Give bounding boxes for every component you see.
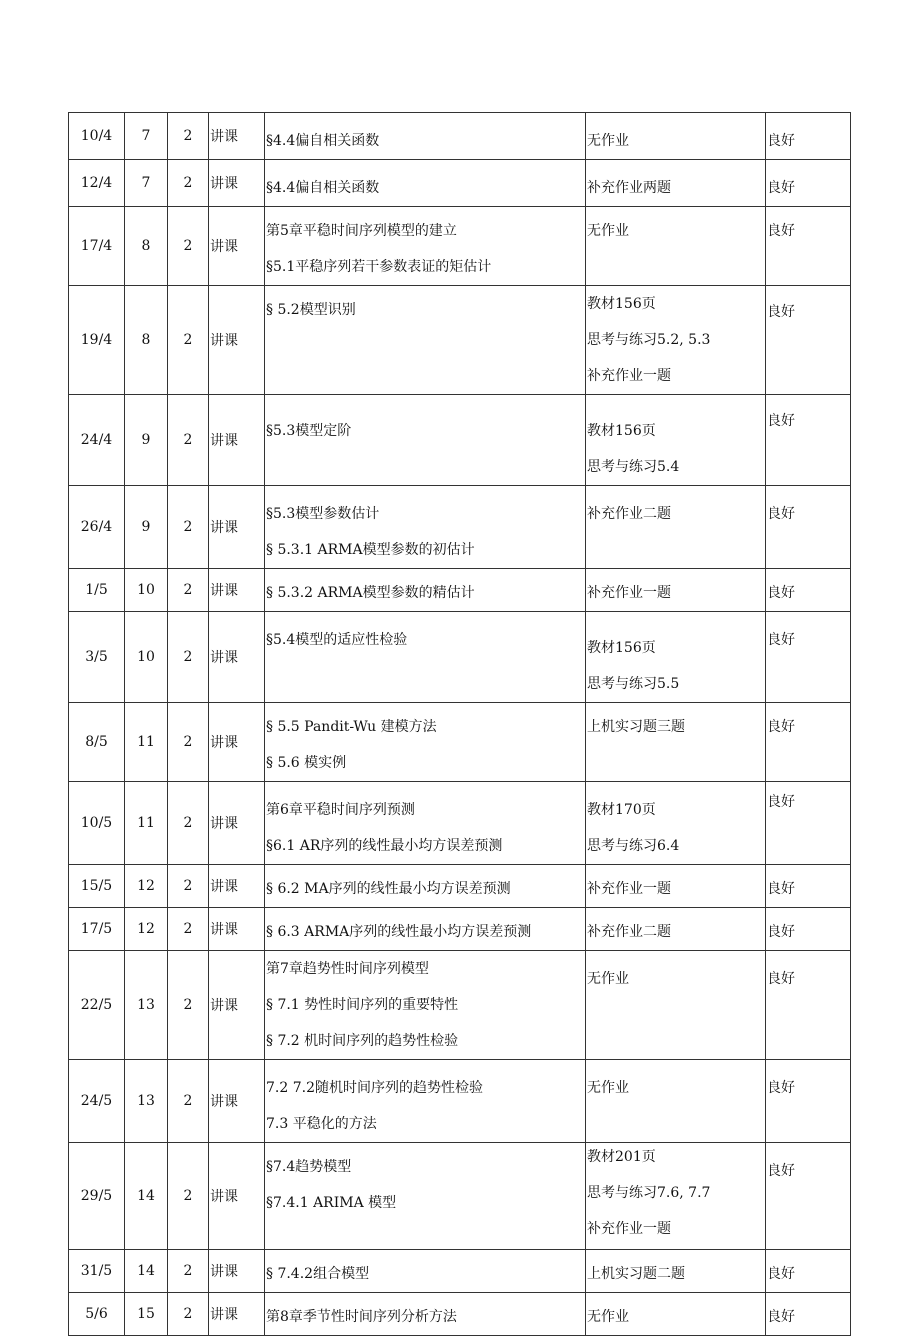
content-cell bbox=[265, 569, 586, 612]
homework-cell bbox=[586, 160, 766, 207]
date-cell: 29/5 bbox=[69, 1143, 125, 1250]
homework-line: 无作业 bbox=[587, 223, 629, 239]
table-row bbox=[69, 1293, 851, 1336]
grade-cell bbox=[766, 113, 851, 160]
content-line: § 5.3.1 ARMA模型参数的初估计 bbox=[266, 542, 475, 558]
hours-cell: 2 bbox=[168, 865, 209, 908]
table-row bbox=[69, 612, 851, 703]
hours-cell: 2 bbox=[168, 951, 209, 1060]
table-row bbox=[69, 1143, 851, 1250]
hours-cell: 2 bbox=[168, 207, 209, 286]
hours-cell: 2 bbox=[168, 1250, 209, 1293]
homework-line: 思考与练习6.4 bbox=[587, 838, 680, 854]
week-cell: 12 bbox=[125, 908, 168, 951]
homework-cell bbox=[586, 486, 766, 569]
content-line: §4.4偏自相关函数 bbox=[266, 180, 380, 196]
hours-cell: 2 bbox=[168, 1293, 209, 1336]
week-cell: 12 bbox=[125, 865, 168, 908]
homework-line: 补充作业二题 bbox=[587, 924, 671, 940]
content-line: 7.3 平稳化的方法 bbox=[266, 1116, 377, 1132]
week-cell: 7 bbox=[125, 113, 168, 160]
content-cell bbox=[265, 113, 586, 160]
grade-cell bbox=[766, 569, 851, 612]
content-line: 7.2 7.2随机时间序列的趋势性检验 bbox=[266, 1080, 483, 1096]
type-cell: 讲课 bbox=[209, 486, 265, 569]
homework-line: 无作业 bbox=[587, 971, 629, 987]
date-cell: 26/4 bbox=[69, 486, 125, 569]
hours-cell: 2 bbox=[168, 1143, 209, 1250]
week-cell: 8 bbox=[125, 207, 168, 286]
date-cell: 19/4 bbox=[69, 286, 125, 395]
grade-cell bbox=[766, 703, 851, 782]
hours-cell: 2 bbox=[168, 703, 209, 782]
grade-cell bbox=[766, 395, 851, 486]
homework-line: 教材156页 bbox=[587, 640, 656, 656]
content-line: § 6.3 ARMA序列的线性最小均方误差预测 bbox=[266, 924, 532, 940]
week-cell: 8 bbox=[125, 286, 168, 395]
table-row bbox=[69, 908, 851, 951]
date-cell: 5/6 bbox=[69, 1293, 125, 1336]
week-cell: 15 bbox=[125, 1293, 168, 1336]
table-row bbox=[69, 160, 851, 207]
type-cell: 讲课 bbox=[209, 395, 265, 486]
content-cell bbox=[265, 703, 586, 782]
date-cell: 17/4 bbox=[69, 207, 125, 286]
type-cell: 讲课 bbox=[209, 782, 265, 865]
homework-line: 无作业 bbox=[587, 1080, 629, 1096]
date-cell: 31/5 bbox=[69, 1250, 125, 1293]
content-line: § 5.6 模实例 bbox=[266, 755, 347, 771]
date-cell: 10/4 bbox=[69, 113, 125, 160]
content-line: §5.4模型的适应性检验 bbox=[266, 632, 408, 648]
week-cell: 10 bbox=[125, 569, 168, 612]
schedule-table bbox=[68, 112, 851, 1336]
homework-cell bbox=[586, 865, 766, 908]
date-cell: 8/5 bbox=[69, 703, 125, 782]
homework-line: 思考与练习5.5 bbox=[587, 676, 680, 692]
content-line: §5.3模型定阶 bbox=[266, 423, 352, 439]
content-cell bbox=[265, 1293, 586, 1336]
type-cell: 讲课 bbox=[209, 865, 265, 908]
homework-cell bbox=[586, 1293, 766, 1336]
homework-cell bbox=[586, 951, 766, 1060]
content-line: 第8章季节性时间序列分析方法 bbox=[266, 1309, 457, 1325]
content-cell bbox=[265, 395, 586, 486]
type-cell: 讲课 bbox=[209, 703, 265, 782]
type-cell: 讲课 bbox=[209, 1293, 265, 1336]
week-cell: 11 bbox=[125, 703, 168, 782]
grade-text: 良好 bbox=[767, 971, 795, 987]
content-line: § 7.1 势性时间序列的重要特性 bbox=[266, 997, 459, 1013]
hours-cell: 2 bbox=[168, 908, 209, 951]
type-cell: 讲课 bbox=[209, 1143, 265, 1250]
homework-line: 教材201页 bbox=[587, 1149, 656, 1165]
grade-cell bbox=[766, 782, 851, 865]
homework-cell bbox=[586, 207, 766, 286]
table-row bbox=[69, 207, 851, 286]
homework-cell bbox=[586, 1143, 766, 1250]
grade-cell bbox=[766, 1250, 851, 1293]
homework-line: 思考与练习5.2, 5.3 bbox=[587, 332, 711, 348]
content-cell bbox=[265, 908, 586, 951]
content-line: §4.4偏自相关函数 bbox=[266, 133, 380, 149]
grade-text: 良好 bbox=[767, 881, 795, 897]
table-row bbox=[69, 865, 851, 908]
homework-line: 上机实习题二题 bbox=[587, 1266, 685, 1282]
grade-text: 良好 bbox=[767, 133, 795, 149]
content-cell bbox=[265, 612, 586, 703]
homework-cell bbox=[586, 286, 766, 395]
week-cell: 14 bbox=[125, 1250, 168, 1293]
homework-cell bbox=[586, 782, 766, 865]
date-cell: 17/5 bbox=[69, 908, 125, 951]
grade-text: 良好 bbox=[767, 413, 795, 429]
grade-text: 良好 bbox=[767, 1309, 795, 1325]
hours-cell: 2 bbox=[168, 395, 209, 486]
homework-line: 补充作业二题 bbox=[587, 506, 671, 522]
date-cell: 15/5 bbox=[69, 865, 125, 908]
date-cell: 22/5 bbox=[69, 951, 125, 1060]
grade-cell bbox=[766, 612, 851, 703]
table-row bbox=[69, 782, 851, 865]
week-cell: 9 bbox=[125, 395, 168, 486]
grade-cell bbox=[766, 1060, 851, 1143]
table-row bbox=[69, 286, 851, 395]
content-line: § 6.2 MA序列的线性最小均方误差预测 bbox=[266, 881, 511, 897]
homework-line: 思考与练习7.6, 7.7 bbox=[587, 1185, 711, 1201]
grade-cell bbox=[766, 951, 851, 1060]
homework-line: 无作业 bbox=[587, 1309, 629, 1325]
schedule-body bbox=[69, 113, 851, 1336]
grade-text: 良好 bbox=[767, 585, 795, 601]
type-cell: 讲课 bbox=[209, 160, 265, 207]
type-cell: 讲课 bbox=[209, 1060, 265, 1143]
content-line: § 7.2 机时间序列的趋势性检验 bbox=[266, 1033, 459, 1049]
hours-cell: 2 bbox=[168, 486, 209, 569]
grade-text: 良好 bbox=[767, 1080, 795, 1096]
homework-line: 上机实习题三题 bbox=[587, 719, 685, 735]
hours-cell: 2 bbox=[168, 113, 209, 160]
homework-line: 补充作业一题 bbox=[587, 368, 671, 384]
hours-cell: 2 bbox=[168, 569, 209, 612]
grade-text: 良好 bbox=[767, 506, 795, 522]
table-row bbox=[69, 1250, 851, 1293]
content-cell bbox=[265, 286, 586, 395]
grade-cell bbox=[766, 160, 851, 207]
table-row bbox=[69, 569, 851, 612]
homework-cell bbox=[586, 569, 766, 612]
type-cell: 讲课 bbox=[209, 612, 265, 703]
table-row bbox=[69, 951, 851, 1060]
content-line: §6.1 AR序列的线性最小均方误差预测 bbox=[266, 838, 503, 854]
week-cell: 13 bbox=[125, 1060, 168, 1143]
homework-cell bbox=[586, 703, 766, 782]
date-cell: 24/4 bbox=[69, 395, 125, 486]
type-cell: 讲课 bbox=[209, 569, 265, 612]
date-cell: 12/4 bbox=[69, 160, 125, 207]
week-cell: 7 bbox=[125, 160, 168, 207]
homework-line: 思考与练习5.4 bbox=[587, 459, 680, 475]
content-line: 第6章平稳时间序列预测 bbox=[266, 802, 415, 818]
date-cell: 3/5 bbox=[69, 612, 125, 703]
content-cell bbox=[265, 782, 586, 865]
content-line: §5.3模型参数估计 bbox=[266, 506, 380, 522]
grade-text: 良好 bbox=[767, 794, 795, 810]
content-line: §7.4趋势模型 bbox=[266, 1159, 352, 1175]
week-cell: 13 bbox=[125, 951, 168, 1060]
table-row bbox=[69, 703, 851, 782]
homework-line: 补充作业一题 bbox=[587, 585, 671, 601]
content-line: §5.1平稳序列若干参数表证的矩估计 bbox=[266, 259, 492, 275]
grade-text: 良好 bbox=[767, 719, 795, 735]
hours-cell: 2 bbox=[168, 286, 209, 395]
homework-cell bbox=[586, 1250, 766, 1293]
grade-cell bbox=[766, 1143, 851, 1250]
content-line: §7.4.1 ARIMA 模型 bbox=[266, 1195, 397, 1211]
grade-cell bbox=[766, 207, 851, 286]
grade-cell bbox=[766, 1293, 851, 1336]
homework-cell bbox=[586, 908, 766, 951]
grade-cell bbox=[766, 908, 851, 951]
content-line: 第7章趋势性时间序列模型 bbox=[266, 961, 429, 977]
date-cell: 24/5 bbox=[69, 1060, 125, 1143]
week-cell: 9 bbox=[125, 486, 168, 569]
grade-cell bbox=[766, 486, 851, 569]
content-line: § 7.4.2组合模型 bbox=[266, 1266, 370, 1282]
content-cell bbox=[265, 1143, 586, 1250]
homework-line: 补充作业一题 bbox=[587, 881, 671, 897]
grade-text: 良好 bbox=[767, 1163, 795, 1179]
date-cell: 10/5 bbox=[69, 782, 125, 865]
table-row bbox=[69, 395, 851, 486]
type-cell: 讲课 bbox=[209, 1250, 265, 1293]
content-line: § 5.2模型识别 bbox=[266, 302, 356, 318]
content-cell bbox=[265, 486, 586, 569]
content-cell bbox=[265, 1060, 586, 1143]
homework-line: 教材170页 bbox=[587, 802, 656, 818]
table-row bbox=[69, 486, 851, 569]
grade-text: 良好 bbox=[767, 223, 795, 239]
homework-line: 无作业 bbox=[587, 133, 629, 149]
type-cell: 讲课 bbox=[209, 113, 265, 160]
content-line: § 5.5 Pandit-Wu 建模方法 bbox=[266, 719, 437, 735]
table-row bbox=[69, 113, 851, 160]
type-cell: 讲课 bbox=[209, 286, 265, 395]
hours-cell: 2 bbox=[168, 160, 209, 207]
content-cell bbox=[265, 951, 586, 1060]
content-cell bbox=[265, 207, 586, 286]
type-cell: 讲课 bbox=[209, 951, 265, 1060]
type-cell: 讲课 bbox=[209, 908, 265, 951]
grade-text: 良好 bbox=[767, 180, 795, 196]
grade-text: 良好 bbox=[767, 304, 795, 320]
date-cell: 1/5 bbox=[69, 569, 125, 612]
homework-line: 教材156页 bbox=[587, 423, 656, 439]
grade-text: 良好 bbox=[767, 1266, 795, 1282]
grade-text: 良好 bbox=[767, 924, 795, 940]
homework-cell bbox=[586, 395, 766, 486]
type-cell: 讲课 bbox=[209, 207, 265, 286]
content-line: § 5.3.2 ARMA模型参数的精估计 bbox=[266, 585, 475, 601]
hours-cell: 2 bbox=[168, 782, 209, 865]
homework-cell bbox=[586, 1060, 766, 1143]
week-cell: 11 bbox=[125, 782, 168, 865]
homework-cell bbox=[586, 612, 766, 703]
homework-line: 补充作业两题 bbox=[587, 180, 671, 196]
content-cell bbox=[265, 160, 586, 207]
grade-text: 良好 bbox=[767, 632, 795, 648]
week-cell: 10 bbox=[125, 612, 168, 703]
week-cell: 14 bbox=[125, 1143, 168, 1250]
content-cell bbox=[265, 1250, 586, 1293]
homework-line: 教材156页 bbox=[587, 296, 656, 312]
hours-cell: 2 bbox=[168, 1060, 209, 1143]
content-line: 第5章平稳时间序列模型的建立 bbox=[266, 223, 457, 239]
grade-cell bbox=[766, 286, 851, 395]
content-cell bbox=[265, 865, 586, 908]
grade-cell bbox=[766, 865, 851, 908]
table-row bbox=[69, 1060, 851, 1143]
homework-cell bbox=[586, 113, 766, 160]
hours-cell: 2 bbox=[168, 612, 209, 703]
homework-line: 补充作业一题 bbox=[587, 1221, 671, 1237]
